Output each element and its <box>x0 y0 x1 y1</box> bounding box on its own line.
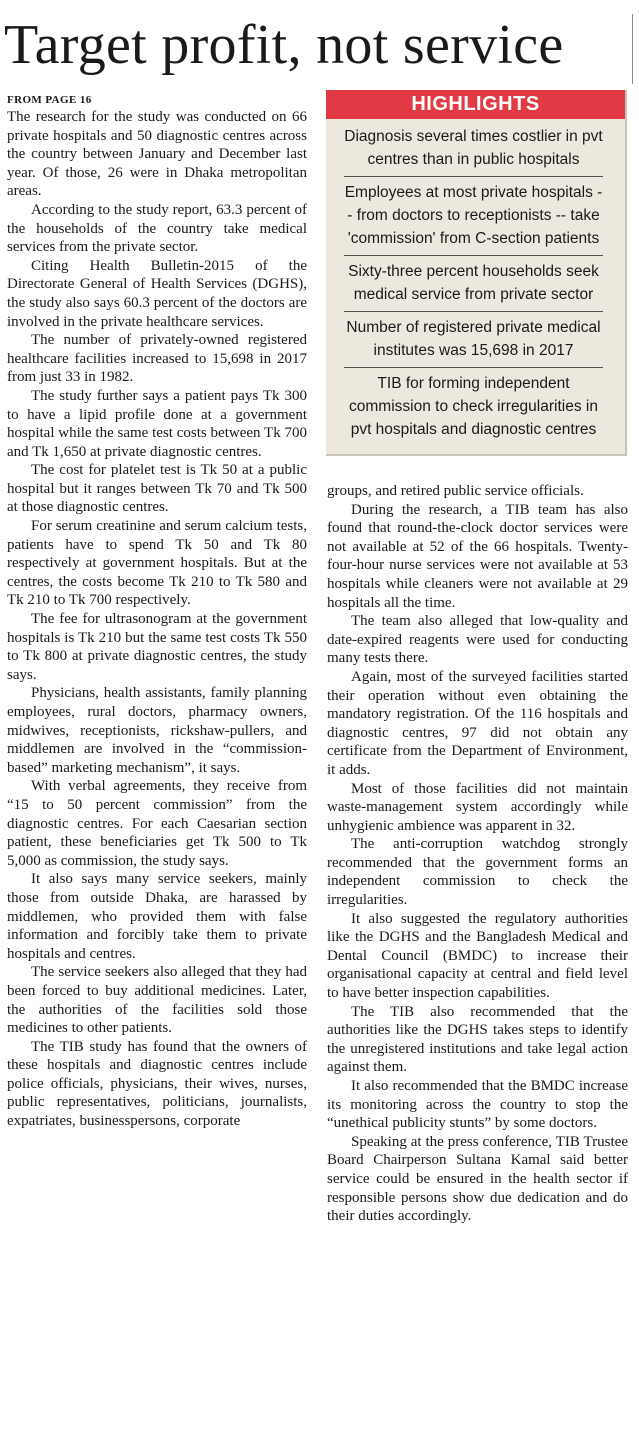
paragraph: The TIB also recommended that the authorities like the DGHS takes steps to identify the unregistered institutions and take legal action against them. <box>327 1003 628 1076</box>
paragraph: The cost for platelet test is Tk 50 at a public hospital but it ranges between Tk 70 and Tk 500 at those diagnostic centres. <box>7 462 307 516</box>
article-column-right <box>327 482 628 1226</box>
paragraph: Physicians, health assistants, family planning employees, rural doctors, pharmacy owners, midwives, receptionists, rickshaw-pullers, and middlemen are involved in the “commission-based” marketing mechanism”, it says. <box>7 685 307 776</box>
paragraph: Citing Health Bulletin-2015 of the Directorate General of Health Services (DGHS), the study also says 60.3 percent of the doctors are involved in the private healthcare services. <box>7 257 307 330</box>
paragraph: The number of privately-owned registered healthcare facilities increased to 15,698 in 2017 from just 33 in 1982. <box>7 332 307 386</box>
paragraph: groups, and retired public service officials. <box>327 483 584 499</box>
highlight-item: Diagnosis several times costlier in pvt centres than in public hospitals <box>344 121 603 177</box>
paragraph: Most of those facilities did not maintain waste-management system accordingly while unhygienic ambience was apparent in 32. <box>327 780 628 834</box>
paragraph: The anti-corruption watchdog strongly recommended that the government forms an independent commission to check the irregularities. <box>327 836 628 909</box>
paragraph: The service seekers also alleged that they had been forced to buy additional medicines. Later, the authorities of the facilities sold those medicines to other patients. <box>7 964 307 1037</box>
paragraph: It also suggested the regulatory authorities like the DGHS and the Bangladesh Medical and Dental Council (BMDC) to increase their organisational capacity at central and field level to have better inspection capabilities. <box>327 910 628 1002</box>
paragraph: It also says many service seekers, mainly those from outside Dhaka, are harassed by middlemen, who provided them with false information and forcibly take them to private hospitals and centres. <box>7 871 307 962</box>
paragraph: According to the study report, 63.3 percent of the households of the country take medical services from the private sector. <box>7 201 307 256</box>
highlights-title: HIGHLIGHTS <box>326 90 625 119</box>
highlight-item: Sixty-three percent households seek medical service from private sector <box>344 256 603 312</box>
paragraph: With verbal agreements, they receive from “15 to 50 percent commission” from the diagnostic centres. For each Caesarian section patient, these beneficiaries get Tk 500 to Tk 5,000 as commission, the study says. <box>7 778 307 869</box>
paragraph: It also recommended that the BMDC increase its monitoring across the country to stop the “unethical publicity stunts” by some doctors. <box>327 1078 628 1132</box>
column-divider <box>632 14 633 84</box>
paragraph: The TIB study has found that the owners of these hospitals and diagnostic centres include police officials, physicians, their wives, nurses, public representatives, politicians, journalists, expatriates, businesspersons, corporate <box>7 1038 307 1130</box>
highlights-list <box>326 119 625 446</box>
paragraph: Again, most of the surveyed facilities started their operation without even obtaining the mandatory registration. Of the 116 hospitals and diagnostic centres, 97 did not obtain any certificate from the Department of Environment, it adds. <box>327 668 628 778</box>
continued-from-label: FROM PAGE 16 <box>7 94 92 106</box>
highlight-item: Number of registered private medical institutes was 15,698 in 2017 <box>344 312 603 368</box>
paragraph: For serum creatinine and serum calcium tests, patients have to spend Tk 50 and Tk 80 respectively at government hospitals. But at the centres, the costs become Tk 210 to Tk 580 and Tk 210 to Tk 700 respectively. <box>7 518 307 609</box>
paragraph: The fee for ultrasonogram at the government hospitals is Tk 210 but the same test costs Tk 550 to Tk 800 at private diagnostic centres, the study says. <box>7 611 307 683</box>
headline: Target profit, not service <box>4 14 564 76</box>
paragraph: During the research, a TIB team has also found that round-the-clock doctor services were not available at 52 of the 66 hospitals. Twenty-four-hour nurse services were not available at 53 hospitals while cleaners were not available at 29 hospitals all the time. <box>327 501 628 611</box>
highlights-box <box>326 90 627 456</box>
highlight-item: Employees at most private hospitals -- from doctors to receptionists -- take 'commission' from C-section patients <box>344 177 603 256</box>
paragraph: The research for the study was conducted on 66 private hospitals and 50 diagnostic centres across the country between January and December last year. Of those, 26 were in Dhaka metropolitan areas. <box>7 109 307 200</box>
highlight-item: TIB for forming independent commission to check irregularities in pvt hospitals and diagnostic centres <box>349 375 598 438</box>
paragraph: Speaking at the press conference, TIB Trustee Board Chairperson Sultana Kamal said better service could be ensured in the health sector if responsible persons show due dedication and do their duties accordingly. <box>327 1133 628 1225</box>
paragraph: The study further says a patient pays Tk 300 to have a lipid profile done at a government hospital while the same test costs between Tk 700 and Tk 1,650 at private diagnostic centres. <box>7 387 307 460</box>
article-column-left <box>7 93 307 1131</box>
paragraph: The team also alleged that low-quality and date-expired reagents were used for conducting many tests there. <box>327 613 628 667</box>
